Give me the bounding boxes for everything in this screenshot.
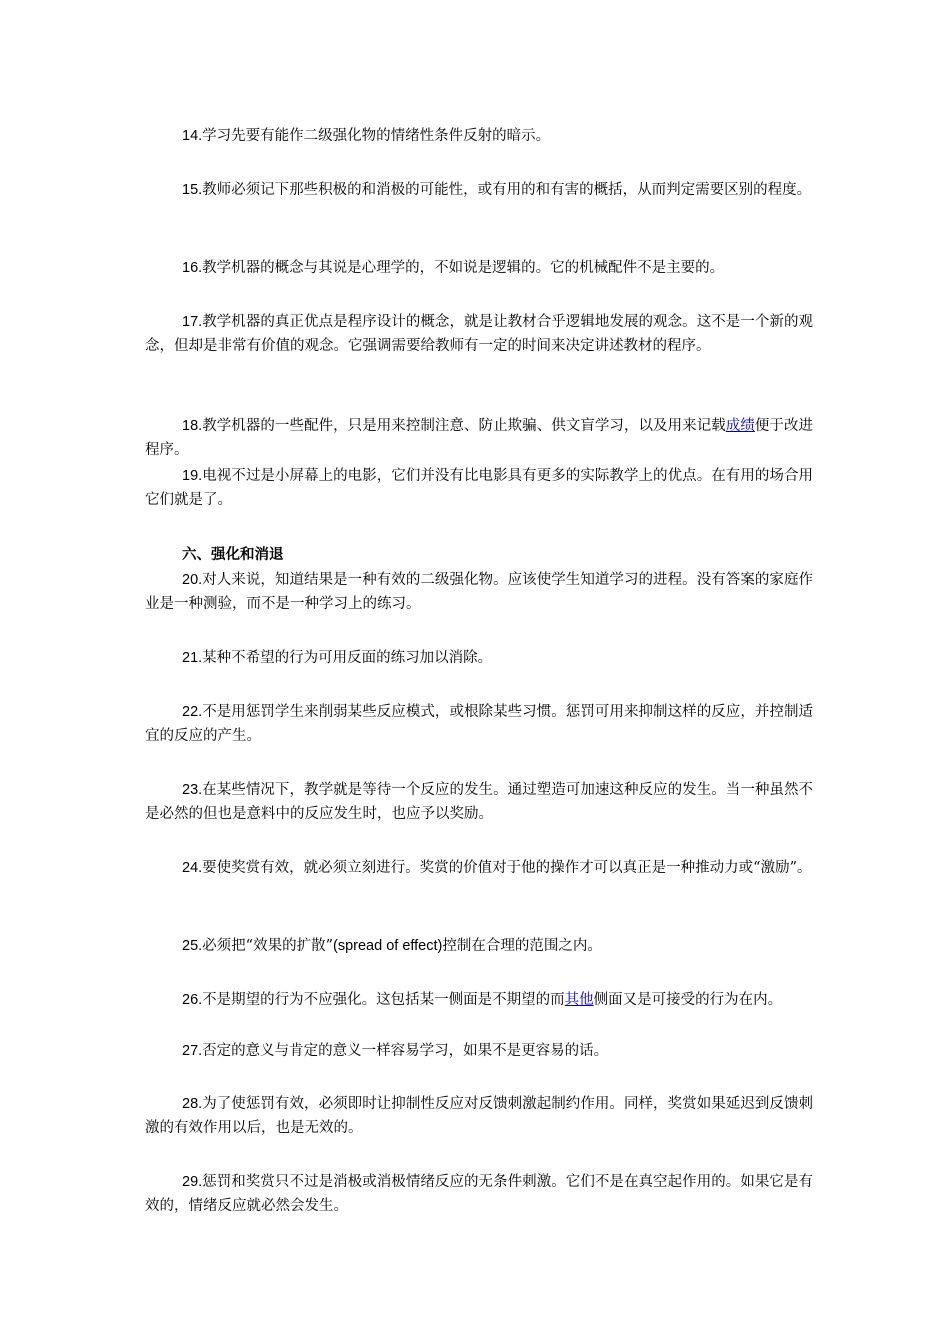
section-heading: 六、强化和消退	[182, 546, 284, 563]
item-text: 便于改进程序。	[145, 418, 814, 458]
item-14	[145, 124, 813, 148]
item-number: 20.	[182, 572, 203, 588]
item-text: 不是期望的行为不应强化。这包括某一侧面是不期望的而	[202, 992, 565, 1008]
item-number: 28.	[182, 1096, 203, 1112]
item-text: 教学机器的真正优点是程序设计的概念，就是让教材合乎逻辑地发展的观念。这不是一个新的观念，但却是非常有价值的观念。它强调需要给教师有一定的时间来决定讲述教材的程序。	[145, 314, 813, 354]
item-number: 22.	[182, 704, 203, 720]
english-term: (spread of effect)	[333, 938, 443, 954]
item-27	[145, 1039, 813, 1063]
item-text: 不是用惩罚学生来削弱某些反应模式，或根除某些习惯。惩罚可用来抑制这样的反应，并控制适宜的反应的产生。	[145, 704, 813, 744]
link-qita[interactable]: 其他	[564, 992, 594, 1008]
item-28	[145, 1092, 813, 1140]
item-number: 23.	[182, 782, 203, 798]
item-20	[145, 568, 813, 616]
item-25	[145, 934, 813, 958]
item-number: 19.	[182, 468, 203, 484]
item-number: 15.	[182, 182, 203, 198]
item-number: 17.	[182, 314, 203, 330]
item-24	[145, 856, 813, 880]
item-17	[145, 310, 813, 358]
item-number: 18.	[182, 418, 203, 434]
item-number: 24.	[182, 860, 203, 876]
item-15	[145, 178, 813, 202]
item-text: 必须把“效果的扩散”	[202, 938, 333, 954]
item-16	[145, 256, 813, 280]
item-26	[145, 988, 813, 1012]
item-18	[145, 414, 813, 462]
item-text: 教学机器的概念与其说是心理学的，不如说是逻辑的。它的机械配件不是主要的。	[202, 260, 725, 276]
item-text: 控制在合理的范围之内。	[442, 938, 602, 954]
item-23	[145, 778, 813, 826]
item-text: 对人来说，知道结果是一种有效的二级强化物。应该使学生知道学习的进程。没有答案的家庭作业是一种测验，而不是一种学习上的练习。	[145, 572, 813, 612]
item-text: 要使奖赏有效，就必须立刻进行。奖赏的价值对于他的操作才可以真正是一种推动力或“激励”。	[202, 860, 812, 876]
link-chengji[interactable]: 成绩	[725, 418, 755, 434]
item-number: 27.	[182, 1043, 203, 1059]
item-text: 侧面又是可接受的行为在内。	[593, 992, 783, 1008]
item-text: 某种不希望的行为可用反面的练习加以消除。	[202, 650, 493, 666]
item-text: 学习先要有能作二级强化物的情绪性条件反射的暗示。	[202, 128, 551, 144]
item-number: 14.	[182, 128, 203, 144]
item-text: 惩罚和奖赏只不过是消极或消极情绪反应的无条件刺激。它们不是在真空起作用的。如果它是有效的，情绪反应就必然会发生。	[145, 1174, 813, 1214]
item-number: 21.	[182, 650, 203, 666]
item-text: 为了使惩罚有效，必须即时让抑制性反应对反馈刺激起制约作用。同样，奖赏如果延迟到反馈刺激的有效作用以后，也是无效的。	[145, 1096, 813, 1136]
item-text: 否定的意义与肯定的意义一样容易学习，如果不是更容易的话。	[202, 1043, 609, 1059]
item-number: 29.	[182, 1174, 203, 1190]
item-number: 16.	[182, 260, 203, 276]
item-text: 教学机器的一些配件，只是用来控制注意、防止欺骗、供文盲学习，以及用来记载	[202, 418, 726, 434]
item-number: 25.	[182, 938, 203, 954]
item-22	[145, 700, 813, 748]
item-text: 电视不过是小屏幕上的电影，它们并没有比电影具有更多的实际教学上的优点。在有用的场合用它们就是了。	[145, 468, 813, 508]
item-19	[145, 464, 813, 512]
item-29	[145, 1170, 813, 1218]
item-21	[145, 646, 813, 670]
item-text: 教师必须记下那些积极的和消极的可能性，或有用的和有害的概括，从而判定需要区别的程度。	[202, 182, 812, 198]
item-number: 26.	[182, 992, 203, 1008]
item-text: 在某些情况下，教学就是等待一个反应的发生。通过塑造可加速这种反应的发生。当一种虽然不是必然的但也是意料中的反应发生时，也应予以奖励。	[145, 782, 813, 822]
